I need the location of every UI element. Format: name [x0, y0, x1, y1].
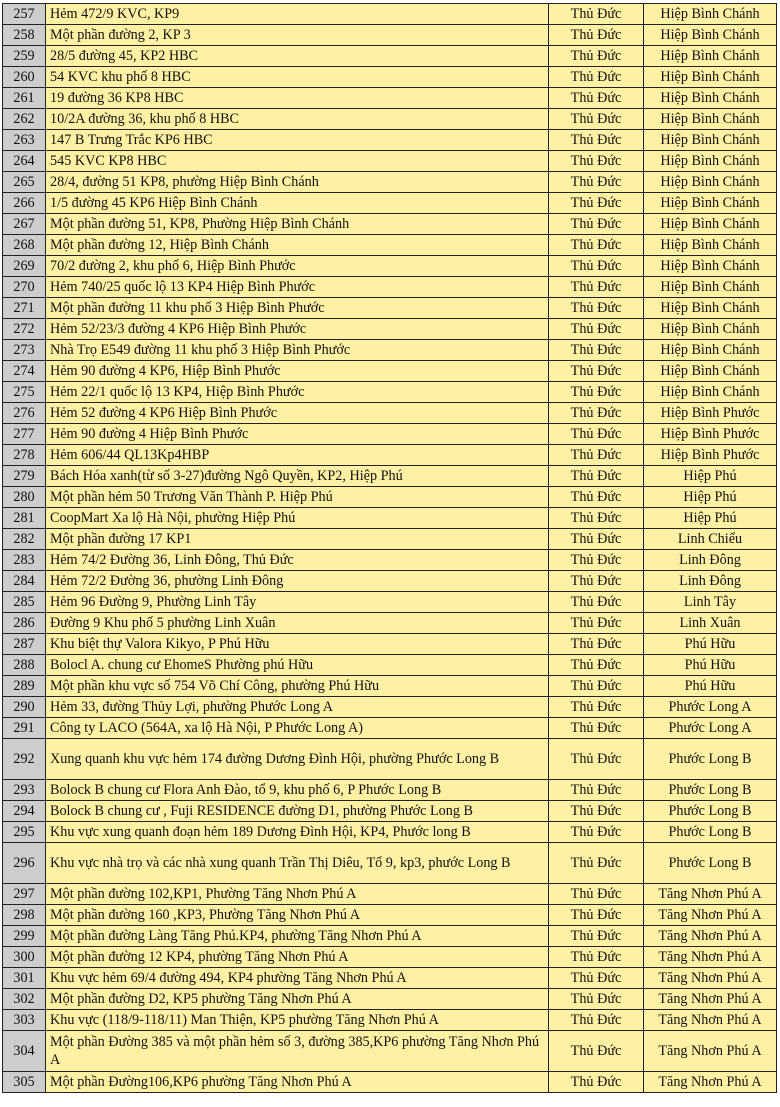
district-cell: Thủ Đức — [549, 193, 644, 214]
ward-cell: Phước Long A — [644, 697, 777, 718]
row-number: 269 — [3, 256, 46, 277]
ward-cell: Hiệp Bình Chánh — [644, 277, 777, 298]
address-cell: Hẻm 472/9 KVC, KP9 — [46, 4, 549, 25]
address-cell: Công ty LACO (564A, xa lộ Hà Nội, P Phước Long A) — [46, 718, 549, 739]
ward-cell: Hiệp Bình Chánh — [644, 382, 777, 403]
address-cell: 147 B Trưng Trắc KP6 HBC — [46, 130, 549, 151]
district-cell: Thủ Đức — [549, 550, 644, 571]
row-number: 263 — [3, 130, 46, 151]
address-cell: Hẻm 96 Đường 9, Phường Linh Tây — [46, 592, 549, 613]
address-cell: Một phần đường Làng Tăng Phú.KP4, phường Tăng Nhơn Phú A — [46, 926, 549, 947]
table-body — [3, 4, 777, 1093]
ward-cell: Phước Long B — [644, 801, 777, 822]
district-cell: Thủ Đức — [549, 905, 644, 926]
table-row — [3, 613, 777, 634]
address-cell: Hẻm 33, đường Thủy Lợi, phường Phước Long A — [46, 697, 549, 718]
address-cell: Một phần Đường106,KP6 phường Tăng Nhơn Phú A — [46, 1072, 549, 1093]
table-row — [3, 947, 777, 968]
ward-cell: Linh Đông — [644, 571, 777, 592]
table-row — [3, 529, 777, 550]
address-cell: Khu vực nhà trọ và các nhà xung quanh Trần Thị Diêu, Tổ 9, kp3, phước Long B — [46, 843, 549, 884]
ward-cell: Hiệp Bình Chánh — [644, 214, 777, 235]
ward-cell: Hiệp Bình Chánh — [644, 67, 777, 88]
row-number: 305 — [3, 1072, 46, 1093]
table-row — [3, 487, 777, 508]
address-cell: Một phần khu vực số 754 Võ Chí Công, phường Phú Hữu — [46, 676, 549, 697]
district-cell: Thủ Đức — [549, 529, 644, 550]
table-row — [3, 109, 777, 130]
row-number: 264 — [3, 151, 46, 172]
table-row — [3, 592, 777, 613]
ward-cell: Tăng Nhơn Phú A — [644, 947, 777, 968]
row-number: 270 — [3, 277, 46, 298]
row-number: 280 — [3, 487, 46, 508]
address-cell: Khu vực hẻm 69/4 đường 494, KP4 phường Tăng Nhơn Phú A — [46, 968, 549, 989]
district-cell: Thủ Đức — [549, 214, 644, 235]
table-row — [3, 780, 777, 801]
address-cell: Bolock B chung cư Flora Anh Đào, tổ 9, khu phố 6, P Phước Long B — [46, 780, 549, 801]
table-row — [3, 172, 777, 193]
ward-cell: Hiệp Bình Chánh — [644, 25, 777, 46]
ward-cell: Hiệp Bình Chánh — [644, 151, 777, 172]
address-cell: Một phần Đường 385 và một phần hẻm số 3, đường 385,KP6 phường Tăng Nhơn Phú A — [46, 1031, 549, 1072]
address-cell: Hẻm 90 đường 4 KP6, Hiệp Bình Phước — [46, 361, 549, 382]
district-cell: Thủ Đức — [549, 718, 644, 739]
ward-cell: Hiệp Bình Chánh — [644, 109, 777, 130]
table-row — [3, 739, 777, 780]
row-number: 278 — [3, 445, 46, 466]
row-number: 265 — [3, 172, 46, 193]
address-cell: 1/5 đường 45 KP6 Hiệp Bình Chánh — [46, 193, 549, 214]
row-number: 295 — [3, 822, 46, 843]
district-cell: Thủ Đức — [549, 780, 644, 801]
address-cell: 545 KVC KP8 HBC — [46, 151, 549, 172]
table-row — [3, 801, 777, 822]
row-number: 282 — [3, 529, 46, 550]
row-number: 277 — [3, 424, 46, 445]
table-row — [3, 424, 777, 445]
address-cell: Hẻm 74/2 Đường 36, Linh Đông, Thủ Đức — [46, 550, 549, 571]
ward-cell: Phú Hữu — [644, 634, 777, 655]
row-number: 298 — [3, 905, 46, 926]
table-row — [3, 214, 777, 235]
ward-cell: Hiệp Bình Chánh — [644, 4, 777, 25]
ward-cell: Hiệp Bình Chánh — [644, 88, 777, 109]
row-number: 272 — [3, 319, 46, 340]
row-number: 275 — [3, 382, 46, 403]
address-cell: Một phần hẻm 50 Trương Văn Thành P. Hiệp Phú — [46, 487, 549, 508]
table-row — [3, 298, 777, 319]
address-cell: Một phần đường 51, KP8, Phường Hiệp Bình Chánh — [46, 214, 549, 235]
district-cell: Thủ Đức — [549, 1031, 644, 1072]
table-row — [3, 676, 777, 697]
ward-cell: Hiệp Bình Chánh — [644, 130, 777, 151]
table-row — [3, 718, 777, 739]
table-row — [3, 989, 777, 1010]
address-cell: Một phần đường 12 KP4, phường Tăng Nhơn Phú A — [46, 947, 549, 968]
district-cell: Thủ Đức — [549, 361, 644, 382]
district-cell: Thủ Đức — [549, 319, 644, 340]
address-cell: Bách Hóa xanh(từ số 3-27)đường Ngô Quyền, KP2, Hiệp Phú — [46, 466, 549, 487]
address-cell: Khu biệt thự Valora Kikyo, P Phú Hữu — [46, 634, 549, 655]
ward-cell: Phú Hữu — [644, 676, 777, 697]
row-number: 285 — [3, 592, 46, 613]
table-row — [3, 1031, 777, 1072]
table-row — [3, 884, 777, 905]
ward-cell: Tăng Nhơn Phú A — [644, 905, 777, 926]
district-cell: Thủ Đức — [549, 697, 644, 718]
row-number: 292 — [3, 739, 46, 780]
ward-cell: Hiệp Bình Chánh — [644, 256, 777, 277]
address-cell: 70/2 đường 2, khu phố 6, Hiệp Bình Phước — [46, 256, 549, 277]
district-cell: Thủ Đức — [549, 466, 644, 487]
row-number: 304 — [3, 1031, 46, 1072]
row-number: 290 — [3, 697, 46, 718]
address-cell: Hẻm 606/44 QL13Kp4HBP — [46, 445, 549, 466]
district-cell: Thủ Đức — [549, 1010, 644, 1031]
row-number: 259 — [3, 46, 46, 67]
table-row — [3, 508, 777, 529]
district-cell: Thủ Đức — [549, 947, 644, 968]
table-row — [3, 445, 777, 466]
table-row — [3, 88, 777, 109]
ward-cell: Linh Tây — [644, 592, 777, 613]
ward-cell: Phước Long B — [644, 843, 777, 884]
address-cell: Một phần đường D2, KP5 phường Tăng Nhơn Phú A — [46, 989, 549, 1010]
table-row — [3, 235, 777, 256]
row-number: 276 — [3, 403, 46, 424]
ward-cell: Linh Xuân — [644, 613, 777, 634]
ward-cell: Tăng Nhơn Phú A — [644, 1010, 777, 1031]
address-cell: Khu vực (118/9-118/11) Man Thiện, KP5 phường Tăng Nhơn Phú A — [46, 1010, 549, 1031]
table-row — [3, 25, 777, 46]
district-cell: Thủ Đức — [549, 926, 644, 947]
address-cell: Hẻm 740/25 quốc lộ 13 KP4 Hiệp Bình Phước — [46, 277, 549, 298]
ward-cell: Phước Long B — [644, 739, 777, 780]
row-number: 299 — [3, 926, 46, 947]
address-cell: Đường 9 Khu phố 5 phường Linh Xuân — [46, 613, 549, 634]
row-number: 271 — [3, 298, 46, 319]
ward-cell: Hiệp Bình Phước — [644, 445, 777, 466]
ward-cell: Tăng Nhơn Phú A — [644, 1031, 777, 1072]
ward-cell: Hiệp Bình Chánh — [644, 46, 777, 67]
ward-cell: Hiệp Bình Chánh — [644, 361, 777, 382]
address-cell: Một phần đường 2, KP 3 — [46, 25, 549, 46]
row-number: 274 — [3, 361, 46, 382]
district-cell: Thủ Đức — [549, 382, 644, 403]
ward-cell: Tăng Nhơn Phú A — [644, 884, 777, 905]
row-number: 296 — [3, 843, 46, 884]
row-number: 303 — [3, 1010, 46, 1031]
table-row — [3, 4, 777, 25]
ward-cell: Phước Long A — [644, 718, 777, 739]
ward-cell: Hiệp Phú — [644, 487, 777, 508]
table-row — [3, 130, 777, 151]
ward-cell: Hiệp Bình Chánh — [644, 193, 777, 214]
row-number: 267 — [3, 214, 46, 235]
district-cell: Thủ Đức — [549, 989, 644, 1010]
row-number: 279 — [3, 466, 46, 487]
district-cell: Thủ Đức — [549, 235, 644, 256]
row-number: 301 — [3, 968, 46, 989]
address-cell: 54 KVC khu phố 8 HBC — [46, 67, 549, 88]
table-row — [3, 151, 777, 172]
table-row — [3, 634, 777, 655]
district-cell: Thủ Đức — [549, 843, 644, 884]
row-number: 257 — [3, 4, 46, 25]
ward-cell: Phước Long B — [644, 780, 777, 801]
table-row — [3, 382, 777, 403]
table-row — [3, 466, 777, 487]
table-row — [3, 1072, 777, 1093]
district-cell: Thủ Đức — [549, 151, 644, 172]
district-cell: Thủ Đức — [549, 801, 644, 822]
table-row — [3, 926, 777, 947]
ward-cell: Hiệp Bình Chánh — [644, 172, 777, 193]
table-row — [3, 550, 777, 571]
address-cell: 28/5 đường 45, KP2 HBC — [46, 46, 549, 67]
table-row — [3, 968, 777, 989]
table-row — [3, 277, 777, 298]
address-cell: 10/2A đường 36, khu phố 8 HBC — [46, 109, 549, 130]
district-cell: Thủ Đức — [549, 46, 644, 67]
district-cell: Thủ Đức — [549, 424, 644, 445]
address-cell: 19 đường 36 KP8 HBC — [46, 88, 549, 109]
district-cell: Thủ Đức — [549, 655, 644, 676]
ward-cell: Tăng Nhơn Phú A — [644, 989, 777, 1010]
row-number: 291 — [3, 718, 46, 739]
ward-cell: Hiệp Bình Chánh — [644, 235, 777, 256]
address-cell: Một phần đường 17 KP1 — [46, 529, 549, 550]
table-row — [3, 822, 777, 843]
district-cell: Thủ Đức — [549, 571, 644, 592]
row-number: 281 — [3, 508, 46, 529]
row-number: 294 — [3, 801, 46, 822]
district-cell: Thủ Đức — [549, 634, 644, 655]
table-row — [3, 843, 777, 884]
ward-cell: Tăng Nhơn Phú A — [644, 968, 777, 989]
ward-cell: Phú Hữu — [644, 655, 777, 676]
row-number: 260 — [3, 67, 46, 88]
table-row — [3, 571, 777, 592]
row-number: 258 — [3, 25, 46, 46]
row-number: 287 — [3, 634, 46, 655]
row-number: 300 — [3, 947, 46, 968]
district-cell: Thủ Đức — [549, 130, 644, 151]
table-row — [3, 319, 777, 340]
ward-cell: Hiệp Bình Chánh — [644, 340, 777, 361]
row-number: 302 — [3, 989, 46, 1010]
row-number: 289 — [3, 676, 46, 697]
ward-cell: Tăng Nhơn Phú A — [644, 926, 777, 947]
district-cell: Thủ Đức — [549, 676, 644, 697]
ward-cell: Tăng Nhơn Phú A — [644, 1072, 777, 1093]
table-row — [3, 361, 777, 382]
ward-cell: Linh Đông — [644, 550, 777, 571]
row-number: 286 — [3, 613, 46, 634]
ward-cell: Hiệp Bình Chánh — [644, 319, 777, 340]
row-number: 262 — [3, 109, 46, 130]
address-cell: Hẻm 52 đường 4 KP6 Hiệp Bình Phước — [46, 403, 549, 424]
table-row — [3, 403, 777, 424]
address-cell: Hẻm 22/1 quốc lộ 13 KP4, Hiệp Bình Phước — [46, 382, 549, 403]
ward-cell: Hiệp Bình Phước — [644, 403, 777, 424]
table-row — [3, 905, 777, 926]
ward-cell: Hiệp Bình Chánh — [644, 298, 777, 319]
table-row — [3, 1010, 777, 1031]
table-row — [3, 193, 777, 214]
district-cell: Thủ Đức — [549, 508, 644, 529]
district-cell: Thủ Đức — [549, 256, 644, 277]
ward-cell: Hiệp Phú — [644, 508, 777, 529]
table-row — [3, 655, 777, 676]
district-cell: Thủ Đức — [549, 592, 644, 613]
table-row — [3, 256, 777, 277]
address-cell: Bolocl A. chung cư EhomeS Phường phú Hữu — [46, 655, 549, 676]
address-cell: Một phần đường 102,KP1, Phường Tăng Nhơn Phú A — [46, 884, 549, 905]
district-cell: Thủ Đức — [549, 88, 644, 109]
district-cell: Thủ Đức — [549, 739, 644, 780]
address-cell: Xung quanh khu vực hẻm 174 đường Dương Đình Hội, phường Phước Long B — [46, 739, 549, 780]
address-cell: Nhà Trọ E549 đường 11 khu phố 3 Hiệp Bình Phước — [46, 340, 549, 361]
district-cell: Thủ Đức — [549, 487, 644, 508]
address-table — [2, 3, 777, 1093]
row-number: 293 — [3, 780, 46, 801]
address-cell: Một phần đường 12, Hiệp Bình Chánh — [46, 235, 549, 256]
address-cell: Hẻm 72/2 Đường 36, phường Linh Đông — [46, 571, 549, 592]
district-cell: Thủ Đức — [549, 277, 644, 298]
ward-cell: Linh Chiểu — [644, 529, 777, 550]
ward-cell: Hiệp Bình Phước — [644, 424, 777, 445]
address-cell: CoopMart Xa lộ Hà Nội, phường Hiệp Phú — [46, 508, 549, 529]
table-row — [3, 340, 777, 361]
district-cell: Thủ Đức — [549, 67, 644, 88]
district-cell: Thủ Đức — [549, 822, 644, 843]
table-row — [3, 46, 777, 67]
district-cell: Thủ Đức — [549, 613, 644, 634]
address-cell: Một phần đường 160 ,KP3, Phường Tăng Nhơn Phú A — [46, 905, 549, 926]
address-cell: Hẻm 90 đường 4 Hiệp Bình Phước — [46, 424, 549, 445]
district-cell: Thủ Đức — [549, 884, 644, 905]
address-cell: 28/4, đường 51 KP8, phường Hiệp Bình Chánh — [46, 172, 549, 193]
district-cell: Thủ Đức — [549, 4, 644, 25]
row-number: 284 — [3, 571, 46, 592]
district-cell: Thủ Đức — [549, 968, 644, 989]
row-number: 297 — [3, 884, 46, 905]
table-row — [3, 697, 777, 718]
address-cell: Bolock B chung cư , Fuji RESIDENCE đường D1, phường Phước Long B — [46, 801, 549, 822]
district-cell: Thủ Đức — [549, 109, 644, 130]
district-cell: Thủ Đức — [549, 445, 644, 466]
district-cell: Thủ Đức — [549, 340, 644, 361]
row-number: 266 — [3, 193, 46, 214]
address-cell: Khu vực xung quanh đoạn hẻm 189 Dương Đình Hội, KP4, Phước long B — [46, 822, 549, 843]
address-cell: Hẻm 52/23/3 đường 4 KP6 Hiệp Bình Phước — [46, 319, 549, 340]
district-cell: Thủ Đức — [549, 25, 644, 46]
row-number: 268 — [3, 235, 46, 256]
row-number: 283 — [3, 550, 46, 571]
row-number: 288 — [3, 655, 46, 676]
ward-cell: Phước Long B — [644, 822, 777, 843]
district-cell: Thủ Đức — [549, 298, 644, 319]
address-cell: Một phần đường 11 khu phố 3 Hiệp Bình Phước — [46, 298, 549, 319]
row-number: 273 — [3, 340, 46, 361]
district-cell: Thủ Đức — [549, 403, 644, 424]
table-row — [3, 67, 777, 88]
ward-cell: Hiệp Phú — [644, 466, 777, 487]
district-cell: Thủ Đức — [549, 172, 644, 193]
row-number: 261 — [3, 88, 46, 109]
district-cell: Thủ Đức — [549, 1072, 644, 1093]
